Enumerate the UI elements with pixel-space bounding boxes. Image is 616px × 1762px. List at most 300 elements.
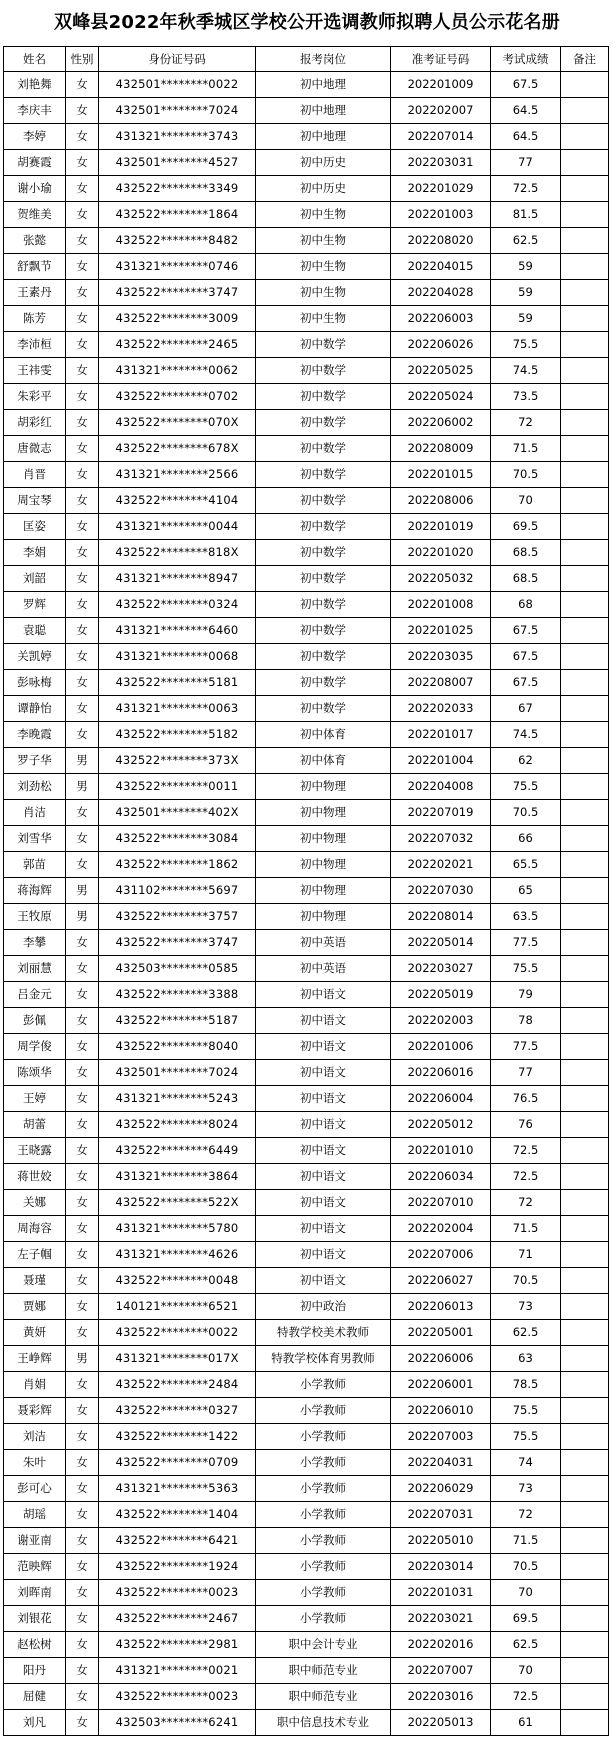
cell-id-number: 432522********6421 <box>99 1528 256 1554</box>
cell-ticket-number: 202205010 <box>391 1528 491 1554</box>
cell-remarks <box>561 1112 609 1138</box>
cell-score: 62.5 <box>491 1632 561 1658</box>
table-row <box>4 696 609 722</box>
cell-position: 初中语文 <box>256 1034 391 1060</box>
cell-id-number: 432522********3349 <box>99 176 256 202</box>
cell-gender: 女 <box>66 202 99 228</box>
cell-ticket-number: 202203016 <box>391 1684 491 1710</box>
table-row <box>4 488 609 514</box>
table-row <box>4 670 609 696</box>
table-row <box>4 566 609 592</box>
header-position: 报考岗位 <box>256 47 391 72</box>
cell-id-number: 432522********3084 <box>99 826 256 852</box>
cell-remarks <box>561 670 609 696</box>
cell-gender: 女 <box>66 1372 99 1398</box>
cell-gender: 女 <box>66 1216 99 1242</box>
cell-remarks <box>561 1008 609 1034</box>
cell-id-number: 432522********818X <box>99 540 256 566</box>
cell-position: 初中英语 <box>256 956 391 982</box>
cell-id-number: 432501********4527 <box>99 150 256 176</box>
cell-gender: 女 <box>66 514 99 540</box>
cell-gender: 女 <box>66 306 99 332</box>
cell-remarks <box>561 722 609 748</box>
cell-id-number: 140121********6521 <box>99 1294 256 1320</box>
cell-remarks <box>561 1710 609 1736</box>
cell-name: 谢小瑜 <box>4 176 66 202</box>
cell-id-number: 432522********3757 <box>99 904 256 930</box>
table-row <box>4 176 609 202</box>
cell-position: 初中语文 <box>256 982 391 1008</box>
cell-ticket-number: 202205001 <box>391 1320 491 1346</box>
cell-name: 彭咏梅 <box>4 670 66 696</box>
cell-ticket-number: 202206003 <box>391 306 491 332</box>
header-score: 考试成绩 <box>491 47 561 72</box>
cell-id-number: 432522********3009 <box>99 306 256 332</box>
cell-remarks <box>561 410 609 436</box>
cell-id-number: 432522********1864 <box>99 202 256 228</box>
cell-ticket-number: 202205025 <box>391 358 491 384</box>
cell-name: 范映辉 <box>4 1554 66 1580</box>
cell-ticket-number: 202202003 <box>391 1008 491 1034</box>
cell-ticket-number: 202207019 <box>391 800 491 826</box>
cell-remarks <box>561 1528 609 1554</box>
cell-name: 李晚霞 <box>4 722 66 748</box>
table-row <box>4 384 609 410</box>
cell-ticket-number: 202206016 <box>391 1060 491 1086</box>
cell-name: 张懿 <box>4 228 66 254</box>
table-row <box>4 202 609 228</box>
cell-position: 初中数学 <box>256 436 391 462</box>
cell-gender: 女 <box>66 1268 99 1294</box>
table-row <box>4 618 609 644</box>
cell-id-number: 432522********2484 <box>99 1372 256 1398</box>
cell-name: 王牧原 <box>4 904 66 930</box>
cell-remarks <box>561 982 609 1008</box>
cell-remarks <box>561 98 609 124</box>
cell-gender: 女 <box>66 566 99 592</box>
cell-position: 初中政治 <box>256 1294 391 1320</box>
cell-remarks <box>561 1268 609 1294</box>
cell-position: 初中语文 <box>256 1268 391 1294</box>
cell-score: 59 <box>491 306 561 332</box>
cell-position: 初中物理 <box>256 800 391 826</box>
cell-gender: 女 <box>66 1060 99 1086</box>
cell-ticket-number: 202201031 <box>391 1580 491 1606</box>
cell-position: 初中物理 <box>256 774 391 800</box>
cell-gender: 女 <box>66 1190 99 1216</box>
cell-remarks <box>561 1164 609 1190</box>
cell-score: 71.5 <box>491 1528 561 1554</box>
cell-id-number: 431321********017X <box>99 1346 256 1372</box>
cell-remarks <box>561 1294 609 1320</box>
table-row <box>4 1476 609 1502</box>
cell-name: 王婷 <box>4 1086 66 1112</box>
cell-remarks <box>561 930 609 956</box>
cell-remarks <box>561 1190 609 1216</box>
table-row <box>4 124 609 150</box>
cell-id-number: 431102********5697 <box>99 878 256 904</box>
cell-score: 72.5 <box>491 1164 561 1190</box>
cell-score: 74.5 <box>491 722 561 748</box>
cell-ticket-number: 202205032 <box>391 566 491 592</box>
cell-score: 74 <box>491 1450 561 1476</box>
cell-remarks <box>561 774 609 800</box>
table-row <box>4 956 609 982</box>
header-id-number: 身份证号码 <box>99 47 256 72</box>
cell-gender: 女 <box>66 488 99 514</box>
cell-remarks <box>561 228 609 254</box>
cell-position: 初中数学 <box>256 670 391 696</box>
cell-name: 李娟 <box>4 540 66 566</box>
cell-remarks <box>561 748 609 774</box>
cell-id-number: 432522********0709 <box>99 1450 256 1476</box>
cell-remarks <box>561 332 609 358</box>
table-row <box>4 904 609 930</box>
cell-ticket-number: 202201017 <box>391 722 491 748</box>
cell-gender: 女 <box>66 384 99 410</box>
cell-ticket-number: 202204008 <box>391 774 491 800</box>
cell-ticket-number: 202202004 <box>391 1216 491 1242</box>
cell-score: 69.5 <box>491 1606 561 1632</box>
cell-gender: 女 <box>66 540 99 566</box>
cell-gender: 女 <box>66 410 99 436</box>
cell-position: 初中语文 <box>256 1216 391 1242</box>
cell-id-number: 432501********7024 <box>99 1060 256 1086</box>
cell-name: 左子帼 <box>4 1242 66 1268</box>
cell-gender: 女 <box>66 1684 99 1710</box>
cell-name: 朱彩平 <box>4 384 66 410</box>
cell-name: 刘劲松 <box>4 774 66 800</box>
cell-id-number: 432503********6241 <box>99 1710 256 1736</box>
cell-gender: 女 <box>66 722 99 748</box>
table-row <box>4 1450 609 1476</box>
cell-name: 聂彩辉 <box>4 1398 66 1424</box>
cell-remarks <box>561 800 609 826</box>
table-row <box>4 1554 609 1580</box>
cell-score: 72.5 <box>491 1684 561 1710</box>
cell-gender: 女 <box>66 982 99 1008</box>
cell-id-number: 432522********373X <box>99 748 256 774</box>
cell-remarks <box>561 540 609 566</box>
cell-gender: 女 <box>66 1424 99 1450</box>
cell-ticket-number: 202205024 <box>391 384 491 410</box>
cell-remarks <box>561 904 609 930</box>
cell-name: 谢亚南 <box>4 1528 66 1554</box>
cell-ticket-number: 202203021 <box>391 1606 491 1632</box>
cell-position: 小学教师 <box>256 1398 391 1424</box>
cell-position: 初中生物 <box>256 254 391 280</box>
table-row <box>4 826 609 852</box>
cell-score: 71 <box>491 1242 561 1268</box>
cell-ticket-number: 202204015 <box>391 254 491 280</box>
cell-remarks <box>561 124 609 150</box>
cell-gender: 女 <box>66 644 99 670</box>
cell-ticket-number: 202201029 <box>391 176 491 202</box>
cell-score: 70.5 <box>491 1554 561 1580</box>
cell-id-number: 432501********402X <box>99 800 256 826</box>
cell-gender: 女 <box>66 332 99 358</box>
cell-name: 蒋海辉 <box>4 878 66 904</box>
cell-score: 67.5 <box>491 670 561 696</box>
cell-gender: 女 <box>66 1112 99 1138</box>
cell-score: 66 <box>491 826 561 852</box>
cell-gender: 女 <box>66 956 99 982</box>
cell-gender: 女 <box>66 696 99 722</box>
cell-name: 关凯婷 <box>4 644 66 670</box>
cell-gender: 女 <box>66 1658 99 1684</box>
table-row <box>4 1320 609 1346</box>
table-header-row <box>4 47 609 72</box>
cell-score: 75.5 <box>491 1398 561 1424</box>
cell-remarks <box>561 1216 609 1242</box>
cell-id-number: 432522********522X <box>99 1190 256 1216</box>
cell-score: 77.5 <box>491 930 561 956</box>
cell-id-number: 432522********2981 <box>99 1632 256 1658</box>
cell-score: 59 <box>491 254 561 280</box>
cell-gender: 女 <box>66 1320 99 1346</box>
document-title: 双峰县2022年秋季城区学校公开选调教师拟聘人员公示花名册 <box>54 12 560 33</box>
cell-score: 71.5 <box>491 1216 561 1242</box>
cell-name: 周学俊 <box>4 1034 66 1060</box>
cell-gender: 女 <box>66 592 99 618</box>
cell-position: 小学教师 <box>256 1450 391 1476</box>
cell-name: 刘晖南 <box>4 1580 66 1606</box>
cell-name: 蒋世姣 <box>4 1164 66 1190</box>
cell-id-number: 431321********5780 <box>99 1216 256 1242</box>
cell-name: 刘雪华 <box>4 826 66 852</box>
cell-score: 75.5 <box>491 774 561 800</box>
cell-id-number: 432522********1422 <box>99 1424 256 1450</box>
cell-gender: 女 <box>66 670 99 696</box>
table-row <box>4 1008 609 1034</box>
cell-score: 71.5 <box>491 436 561 462</box>
cell-name: 胡彩红 <box>4 410 66 436</box>
cell-ticket-number: 202203014 <box>391 1554 491 1580</box>
cell-score: 70 <box>491 1658 561 1684</box>
cell-ticket-number: 202204028 <box>391 280 491 306</box>
table-row <box>4 1060 609 1086</box>
cell-ticket-number: 202207010 <box>391 1190 491 1216</box>
cell-position: 小学教师 <box>256 1476 391 1502</box>
cell-position: 初中语文 <box>256 1138 391 1164</box>
cell-name: 唐微志 <box>4 436 66 462</box>
cell-position: 初中语文 <box>256 1242 391 1268</box>
cell-position: 初中数学 <box>256 358 391 384</box>
cell-id-number: 432522********0327 <box>99 1398 256 1424</box>
table-row <box>4 644 609 670</box>
cell-name: 舒飘节 <box>4 254 66 280</box>
cell-ticket-number: 202203031 <box>391 150 491 176</box>
cell-score: 62 <box>491 748 561 774</box>
cell-remarks <box>561 566 609 592</box>
cell-id-number: 431321********0062 <box>99 358 256 384</box>
cell-score: 73.5 <box>491 384 561 410</box>
cell-remarks <box>561 280 609 306</box>
cell-score: 63.5 <box>491 904 561 930</box>
cell-remarks <box>561 1034 609 1060</box>
cell-gender: 女 <box>66 1580 99 1606</box>
cell-score: 72 <box>491 1502 561 1528</box>
cell-id-number: 432522********8482 <box>99 228 256 254</box>
cell-gender: 女 <box>66 1398 99 1424</box>
cell-id-number: 432522********2465 <box>99 332 256 358</box>
cell-remarks <box>561 1242 609 1268</box>
table-row <box>4 332 609 358</box>
cell-id-number: 432522********3388 <box>99 982 256 1008</box>
cell-gender: 男 <box>66 904 99 930</box>
cell-remarks <box>561 436 609 462</box>
table-row <box>4 1502 609 1528</box>
cell-gender: 女 <box>66 1710 99 1736</box>
cell-id-number: 432522********0022 <box>99 1320 256 1346</box>
cell-score: 62.5 <box>491 228 561 254</box>
table-row <box>4 98 609 124</box>
cell-name: 刘凡 <box>4 1710 66 1736</box>
cell-remarks <box>561 826 609 852</box>
cell-position: 初中历史 <box>256 150 391 176</box>
cell-position: 初中物理 <box>256 878 391 904</box>
cell-ticket-number: 202201006 <box>391 1034 491 1060</box>
cell-remarks <box>561 956 609 982</box>
cell-gender: 女 <box>66 124 99 150</box>
cell-id-number: 432522********0023 <box>99 1684 256 1710</box>
cell-score: 67.5 <box>491 72 561 98</box>
cell-id-number: 431321********3743 <box>99 124 256 150</box>
cell-position: 小学教师 <box>256 1372 391 1398</box>
cell-gender: 女 <box>66 1164 99 1190</box>
cell-score: 75.5 <box>491 1424 561 1450</box>
cell-position: 初中数学 <box>256 592 391 618</box>
cell-ticket-number: 202207007 <box>391 1658 491 1684</box>
cell-id-number: 431321********0063 <box>99 696 256 722</box>
table-row <box>4 1606 609 1632</box>
cell-remarks <box>561 202 609 228</box>
cell-gender: 女 <box>66 1528 99 1554</box>
cell-score: 73 <box>491 1476 561 1502</box>
cell-score: 76 <box>491 1112 561 1138</box>
table-row <box>4 1580 609 1606</box>
cell-remarks <box>561 878 609 904</box>
cell-name: 刘洁 <box>4 1424 66 1450</box>
cell-score: 75.5 <box>491 332 561 358</box>
cell-score: 78.5 <box>491 1372 561 1398</box>
cell-ticket-number: 202201008 <box>391 592 491 618</box>
cell-position: 初中英语 <box>256 930 391 956</box>
cell-ticket-number: 202206027 <box>391 1268 491 1294</box>
cell-score: 69.5 <box>491 514 561 540</box>
cell-position: 小学教师 <box>256 1580 391 1606</box>
cell-remarks <box>561 1424 609 1450</box>
table-row <box>4 462 609 488</box>
table-row <box>4 1424 609 1450</box>
cell-position: 初中数学 <box>256 696 391 722</box>
cell-name: 匡姿 <box>4 514 66 540</box>
cell-position: 小学教师 <box>256 1528 391 1554</box>
cell-gender: 女 <box>66 150 99 176</box>
table-row <box>4 1164 609 1190</box>
cell-remarks <box>561 696 609 722</box>
cell-name: 李婷 <box>4 124 66 150</box>
cell-position: 初中数学 <box>256 462 391 488</box>
cell-remarks <box>561 72 609 98</box>
cell-score: 72.5 <box>491 1138 561 1164</box>
cell-position: 初中生物 <box>256 228 391 254</box>
cell-id-number: 432522********1404 <box>99 1502 256 1528</box>
cell-id-number: 432522********0011 <box>99 774 256 800</box>
cell-remarks <box>561 1658 609 1684</box>
cell-name: 周海容 <box>4 1216 66 1242</box>
cell-id-number: 431321********0746 <box>99 254 256 280</box>
cell-position: 初中地理 <box>256 72 391 98</box>
cell-id-number: 431321********0044 <box>99 514 256 540</box>
cell-score: 75.5 <box>491 956 561 982</box>
cell-id-number: 431321********5363 <box>99 1476 256 1502</box>
table-row <box>4 1112 609 1138</box>
cell-position: 小学教师 <box>256 1554 391 1580</box>
cell-id-number: 432522********2467 <box>99 1606 256 1632</box>
cell-id-number: 432522********3747 <box>99 280 256 306</box>
cell-remarks <box>561 306 609 332</box>
cell-ticket-number: 202201009 <box>391 72 491 98</box>
cell-position: 小学教师 <box>256 1424 391 1450</box>
cell-ticket-number: 202201004 <box>391 748 491 774</box>
cell-score: 70 <box>491 1580 561 1606</box>
cell-ticket-number: 202206013 <box>391 1294 491 1320</box>
table-row <box>4 1294 609 1320</box>
cell-ticket-number: 202207032 <box>391 826 491 852</box>
cell-position: 初中数学 <box>256 618 391 644</box>
cell-score: 72 <box>491 410 561 436</box>
cell-ticket-number: 202203027 <box>391 956 491 982</box>
cell-score: 67.5 <box>491 618 561 644</box>
cell-id-number: 432522********4104 <box>99 488 256 514</box>
cell-ticket-number: 202206001 <box>391 1372 491 1398</box>
cell-ticket-number: 202207003 <box>391 1424 491 1450</box>
table-row <box>4 254 609 280</box>
cell-gender: 男 <box>66 774 99 800</box>
cell-id-number: 432522********6449 <box>99 1138 256 1164</box>
table-row <box>4 800 609 826</box>
cell-remarks <box>561 592 609 618</box>
cell-position: 初中数学 <box>256 540 391 566</box>
cell-position: 初中生物 <box>256 306 391 332</box>
cell-ticket-number: 202208007 <box>391 670 491 696</box>
cell-score: 68.5 <box>491 566 561 592</box>
cell-id-number: 432522********1862 <box>99 852 256 878</box>
cell-ticket-number: 202201020 <box>391 540 491 566</box>
cell-ticket-number: 202206029 <box>391 1476 491 1502</box>
cell-score: 76.5 <box>491 1086 561 1112</box>
cell-gender: 男 <box>66 1346 99 1372</box>
cell-remarks <box>561 514 609 540</box>
cell-name: 王峥辉 <box>4 1346 66 1372</box>
cell-remarks <box>561 852 609 878</box>
cell-score: 70.5 <box>491 800 561 826</box>
table-row <box>4 852 609 878</box>
cell-position: 特教学校美术教师 <box>256 1320 391 1346</box>
cell-id-number: 432522********5181 <box>99 670 256 696</box>
cell-position: 初中生物 <box>256 280 391 306</box>
table-row <box>4 358 609 384</box>
cell-id-number: 431321********2566 <box>99 462 256 488</box>
table-row <box>4 1086 609 1112</box>
cell-remarks <box>561 1606 609 1632</box>
cell-remarks <box>561 1580 609 1606</box>
table-row <box>4 1034 609 1060</box>
cell-name: 赵松树 <box>4 1632 66 1658</box>
cell-ticket-number: 202205019 <box>391 982 491 1008</box>
cell-gender: 女 <box>66 618 99 644</box>
